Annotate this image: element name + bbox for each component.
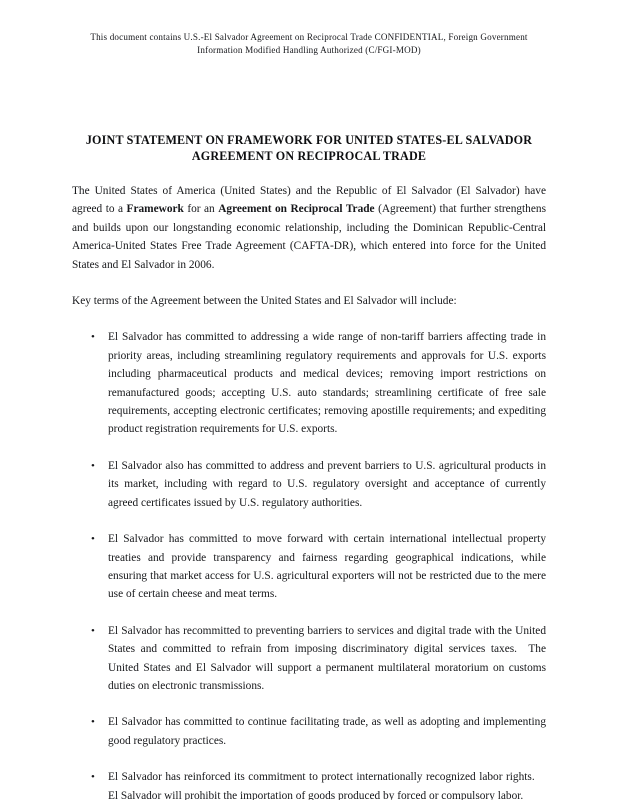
- key-terms-intro-line: Key terms of the Agreement between the United States and El Salvador will include:: [72, 295, 457, 308]
- list-item: [72, 328, 546, 438]
- opening-paragraph-segment-2: for an: [183, 203, 219, 216]
- bullet-icon: •: [91, 624, 95, 637]
- bullet-icon: •: [91, 331, 95, 344]
- list-item-text: El Salvador has committed to addressing a wide range of non-tariff barriers affecting trade in priority areas, including streamlining regulatory requirements and approvals for U.S. exports including pharmaceutical products and medical devices; removing import restrictions on remanufactured goods; accepting U.S. auto standards; streamlining certificate of free sale requirements, accepting electronic certificates; removing apostille requirements; and expediting product registration requirements for U.S. exports.: [108, 331, 546, 436]
- list-item-text: El Salvador has committed to move forward with certain international intellectual property treaties and provide transparency and fairness regarding geographical indications, while ensuring that market access for U.S. agricultural exporters will not be restricted due to the mere use of certain cheese and meat terms.: [108, 533, 546, 601]
- list-item: [72, 768, 546, 800]
- opening-paragraph-bold-framework: Framework: [126, 203, 184, 216]
- page-title-line-2: AGREEMENT ON RECIPROCAL TRADE: [191, 149, 427, 164]
- list-item-text: El Salvador has reinforced its commitment to protect internationally recognized labor rights. El Salvador will prohibit the importation of goods produced by forced or compulsory labor.: [108, 771, 546, 800]
- classification-header-line-1: This document contains U.S.-El Salvador Agreement on Reciprocal Trade CONFIDENTIAL, Foreign Government: [90, 32, 528, 42]
- list-item-text: El Salvador has recommitted to preventing barriers to services and digital trade with the United States and committed to refrain from imposing discriminatory digital services taxes. The United States and El Salvador will support a permanent multilateral moratorium on customs duties on electronic transmissions.: [108, 624, 546, 692]
- bullet-icon: •: [91, 716, 95, 729]
- bullet-icon: •: [91, 459, 95, 472]
- list-item-text: El Salvador has committed to continue facilitating trade, as well as adopting and implementing good regulatory practices.: [108, 716, 546, 747]
- classification-header: [50, 31, 568, 57]
- opening-paragraph-segment-1: The United States of America (United States) and the Republic of El Salvador (El Salvador) have agreed to a: [72, 185, 546, 216]
- opening-paragraph-segment-3: (Agreement) that further strengthens and builds upon our longstanding economic relationship, including the Dominican Republic-Central America-United States Free Trade Agreement (CAFTA-DR), which entered into force for the United States and El Salvador in 2006.: [72, 203, 546, 271]
- list-item: [72, 530, 546, 604]
- key-terms-list: [72, 328, 546, 800]
- list-item: [72, 457, 546, 512]
- document-body: [72, 182, 546, 800]
- page-title: [72, 132, 546, 165]
- classification-header-line-2: Information Modified Handling Authorized (C/FGI-MOD): [197, 45, 421, 56]
- opening-paragraph-bold-agreement: Agreement on Reciprocal Trade: [218, 203, 375, 216]
- page-title-line-1: JOINT STATEMENT ON FRAMEWORK FOR UNITED STATES-EL SALVADOR: [85, 133, 533, 147]
- bullet-icon: •: [91, 771, 95, 784]
- opening-paragraph: [72, 182, 546, 274]
- list-item: [72, 622, 546, 696]
- list-item-text: El Salvador also has committed to address and prevent barriers to U.S. agricultural products in its market, including with regard to U.S. regulatory oversight and acceptance of currently agreed certificates issued by U.S. regulatory authorities.: [108, 459, 546, 509]
- bullet-icon: •: [91, 533, 95, 546]
- list-item: [72, 713, 546, 750]
